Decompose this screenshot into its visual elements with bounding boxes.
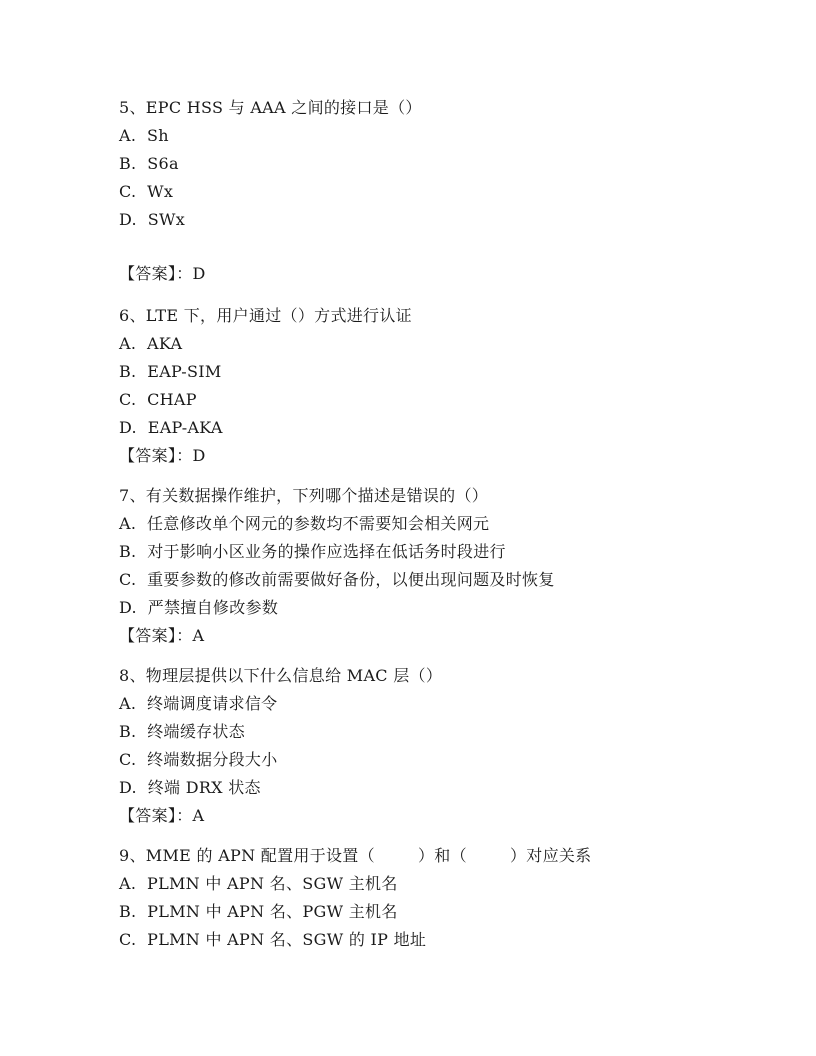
question-8-option-a: A. 终端调度请求信令: [119, 694, 278, 713]
question-5-option-b: B. S6a: [119, 154, 179, 173]
question-8-option-b: B. 终端缓存状态: [119, 722, 246, 741]
question-8-option-d: D. 终端 DRX 状态: [119, 778, 261, 797]
question-5-option-d: D. SWx: [119, 210, 186, 229]
question-7-option-c: C. 重要参数的修改前需要做好备份，以便出现问题及时恢复: [119, 570, 555, 589]
question-5-answer: 【答案】：D: [119, 264, 206, 283]
question-6-option-d: D. EAP-AKA: [119, 418, 223, 437]
question-7-option-a: A. 任意修改单个网元的参数均不需要知会相关网元: [119, 514, 490, 533]
question-7-option-b: B. 对于影响小区业务的操作应选择在低话务时段进行: [119, 542, 506, 561]
question-7-answer: 【答案】：A: [119, 626, 205, 645]
question-6-answer: 【答案】：D: [119, 446, 206, 465]
question-9-option-b: B. PLMN 中 APN 名、PGW 主机名: [119, 902, 398, 921]
question-9-option-c: C. PLMN 中 APN 名、SGW 的 IP 地址: [119, 930, 427, 949]
question-6-option-b: B. EAP-SIM: [119, 362, 222, 381]
question-6-option-a: A. AKA: [119, 334, 183, 353]
question-9-stem: 9、MME 的 APN 配置用于设置（ ）和（ ）对应关系: [119, 846, 592, 865]
question-8-stem: 8、物理层提供以下什么信息给 MAC 层（）: [119, 666, 443, 685]
question-6-stem: 6、LTE 下，用户通过（）方式进行认证: [119, 306, 412, 325]
question-5-option-c: C. Wx: [119, 182, 174, 201]
question-7-stem: 7、有关数据操作维护，下列哪个描述是错误的（）: [119, 486, 489, 505]
question-8-option-c: C. 终端数据分段大小: [119, 750, 278, 769]
question-7-option-d: D. 严禁擅自修改参数: [119, 598, 279, 617]
question-5-option-a: A. Sh: [119, 126, 169, 145]
question-9-option-a: A. PLMN 中 APN 名、SGW 主机名: [119, 874, 398, 893]
question-6-option-c: C. CHAP: [119, 390, 197, 409]
question-8-answer: 【答案】：A: [119, 806, 205, 825]
question-5-stem: 5、EPC HSS 与 AAA 之间的接口是（）: [119, 98, 422, 117]
